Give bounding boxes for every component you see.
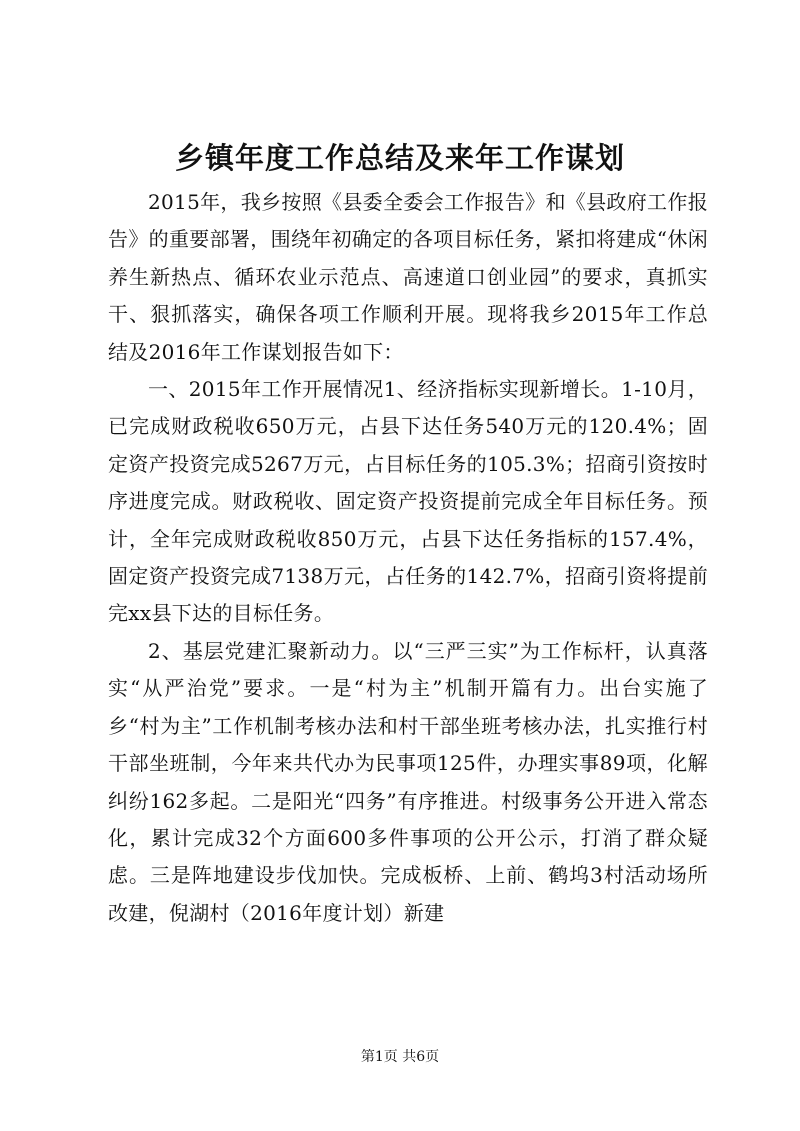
document-body <box>108 184 708 932</box>
paragraph-intro: 2015年，我乡按照《县委全委会工作报告》和《县政府工作报告》的重要部署，围绕年初确定的各项目标任务，紧扣将建成“休闲养生新热点、循环农业示范点、高速道口创业园”的要求，真抓实干、狠抓落实，确保各项工作顺利开展。现将我乡2015年工作总结及2016年工作谋划报告如下： <box>108 190 708 364</box>
page-number-footer: 第1页 共6页 <box>360 1049 440 1065</box>
document-title: 乡镇年度工作总结及来年工作谋划 <box>174 141 625 175</box>
paragraph-party-building: 2、基层党建汇聚新动力。以“三严三实”为工作标杆，认真落实“从严治党”要求。一是“村为主”机制开篇有力。出台实施了乡“村为主”工作机制考核办法和村干部坐班考核办法，扎实推行村干部坐班制，今年来共代办为民事项125件，办理实事89项，化解纠纷162多起。二是阳光“四务”有序推进。村级事务公开进入常态化，累计完成32个方面600多件事项的公开公示，打消了群众疑虑。三是阵地建设步伐加快。完成板桥、上前、鹤坞3村活动场所改建，倪湖村（2016年度计划）新建 <box>108 638 708 925</box>
paragraph-economic-indicators: 一、2015年工作开展情况1、经济指标实现新增长。1-10月，已完成财政税收650万元，占县下达任务540万元的120.4%；固定资产投资完成5267万元，占目标任务的105.3%；招商引资按时序进度完成。财政税收、固定资产投资提前完成全年目标任务。预计，全年完成财政税收850万元，占县下达任务指标的157.4%，固定资产投资完成7138万元，占任务的142.7%，招商引资将提前完xx县下达的目标任务。 <box>108 377 708 626</box>
